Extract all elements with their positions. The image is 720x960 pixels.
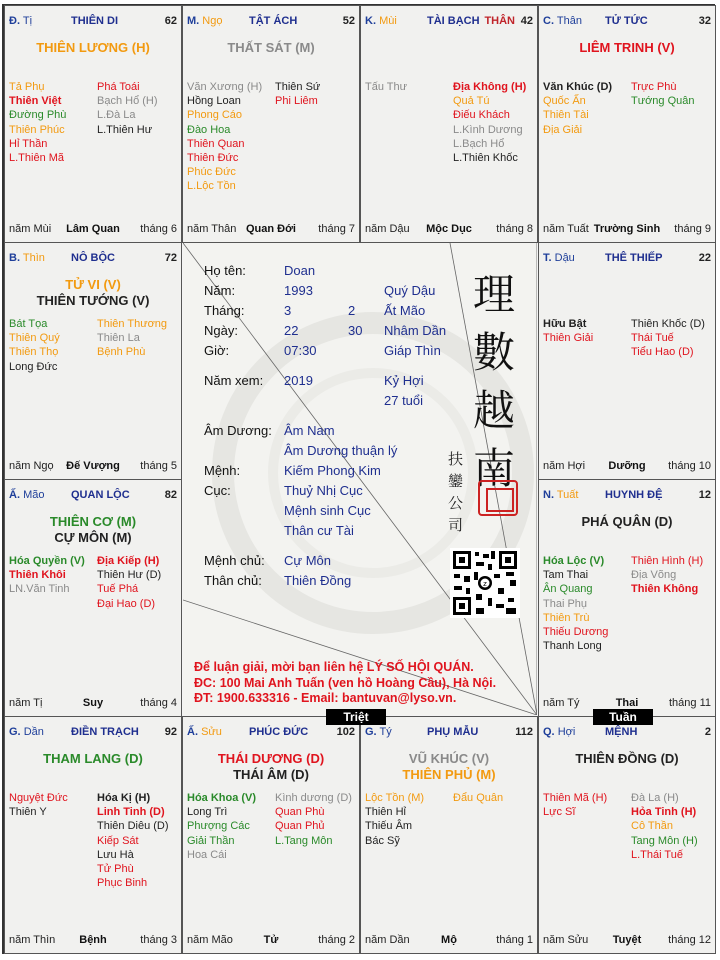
month-solar: 3	[284, 303, 292, 318]
star-item: Thiên Sứ	[275, 81, 321, 93]
star-item: L.Lộc Tồn	[187, 180, 236, 193]
palace-chi: Tị	[22, 15, 33, 27]
palace-chi: Dậu	[554, 252, 575, 264]
star-item: Lực Sĩ	[543, 806, 576, 819]
age-value: 27 tuổi	[384, 393, 424, 408]
main-star: THẤT SÁT (M)	[227, 40, 315, 55]
qr-code-icon	[450, 548, 520, 618]
star-item: L.Bạch Hổ	[453, 137, 505, 150]
star-item: LN.Văn Tinh	[9, 583, 70, 596]
palace-name: MỆNH	[605, 726, 638, 738]
palace-year: năm Ngọ	[9, 460, 54, 472]
palace-year: năm Mùi	[9, 223, 52, 235]
palace-year: năm Tý	[543, 697, 580, 709]
contact-line-2: ĐC: 100 Mai Anh Tuấn (ven hồ Hoàng Cầu), Hà Nội.	[194, 676, 497, 690]
star-item: Thiên Tài	[543, 109, 589, 122]
palace-can: Ấ.	[9, 489, 20, 501]
palace-can: C.	[543, 15, 554, 27]
palace-footer	[9, 223, 177, 236]
left-star-column	[187, 80, 262, 194]
star-item: Thái Tuế	[631, 332, 674, 345]
month-label: Tháng:	[204, 303, 245, 318]
palace-can: G.	[9, 726, 21, 738]
palace-month: tháng 5	[140, 460, 177, 472]
palace-chi: Tuất	[556, 489, 579, 501]
star-item: Thiên La	[97, 332, 140, 345]
star-item: Hồng Loan	[187, 95, 241, 108]
palace-name: TẬT ÁCH	[249, 15, 298, 27]
triet-tag: Triệt	[326, 709, 386, 725]
tuan-tag: Tuần	[593, 709, 653, 725]
palace-chi: Mùi	[379, 15, 397, 27]
than-chu-value: Thiên Đồng	[284, 573, 352, 588]
star-item: Lộc Tồn (M)	[365, 792, 425, 804]
palace-can: Ấ.	[187, 726, 198, 738]
star-item: Địa Giải	[543, 123, 583, 136]
palace-header	[187, 15, 355, 29]
name-label: Họ tên:	[204, 263, 246, 278]
star-item: Bát Tọa	[9, 318, 48, 330]
right-star-column	[453, 80, 526, 165]
right-star-column	[631, 80, 695, 108]
palace-month: tháng 2	[318, 934, 355, 946]
right-star-column	[631, 791, 698, 862]
star-item: Thiên Y	[9, 806, 47, 819]
star-item: Kiếp Sát	[97, 834, 139, 847]
star-item: Quan Phủ	[275, 820, 325, 833]
palace-name: TỬ TỨC	[605, 15, 648, 27]
menh-label: Mệnh:	[204, 463, 241, 478]
year-label: Năm:	[204, 283, 236, 298]
star-item: Phục Binh	[97, 877, 148, 890]
right-star-column	[275, 80, 320, 108]
star-item: Tam Thai	[543, 569, 589, 582]
palace-name: THIÊN DI	[71, 15, 119, 27]
palace-year: năm Thân	[187, 223, 237, 235]
right-star-column	[97, 791, 169, 890]
left-star-column	[9, 317, 60, 374]
palace-month: tháng 3	[140, 934, 177, 946]
star-item: Ân Quang	[543, 583, 593, 596]
red-seal	[478, 480, 518, 516]
palace-year: năm Dậu	[365, 223, 410, 235]
star-item: L.Thái Tuế	[631, 848, 683, 861]
calligraphy-logo	[466, 266, 522, 498]
star-item: Thiên Việt	[9, 95, 62, 108]
palace-can: G.	[365, 726, 377, 738]
left-star-column	[9, 80, 66, 165]
palace-month: tháng 11	[668, 697, 711, 709]
palace-chi: Mão	[23, 489, 45, 501]
main-star: THÁI ÂM (D)	[233, 767, 309, 782]
star-item: Thiên Thương	[97, 318, 168, 330]
palace-number: 92	[164, 726, 177, 738]
palace-name: ĐIỀN TRẠCH	[71, 726, 139, 738]
star-item: Hóa Kị (H)	[97, 792, 151, 804]
palace-name: QUAN LỘC	[71, 489, 130, 501]
svg-text:z: z	[483, 580, 487, 588]
star-item: Hóa Lộc (V)	[543, 555, 605, 567]
left-star-column	[543, 554, 608, 653]
star-item: Quốc Ấn	[543, 95, 586, 108]
star-item: Phúc Đức	[187, 166, 236, 179]
star-item: Thiên Thọ	[9, 346, 59, 359]
cuc-value: Thuỷ Nhị Cục	[284, 483, 363, 498]
palace-year: năm Thìn	[9, 934, 56, 946]
palace-stage: Tử	[263, 934, 279, 946]
palace-dan[interactable]	[4, 716, 182, 954]
right-star-column	[631, 317, 705, 360]
main-star: THIÊN TƯỚNG (V)	[36, 293, 150, 308]
star-item: Đường Phù	[9, 109, 67, 122]
palace-tuat[interactable]	[538, 479, 716, 717]
palace-number: 52	[342, 15, 355, 27]
small-calligraphy: 扶鑾公司	[448, 450, 464, 534]
star-item: Bác Sỹ	[365, 834, 400, 847]
star-item: Hữu Bật	[543, 318, 587, 330]
palace-year: năm Mão	[187, 934, 233, 946]
palace-header	[365, 15, 533, 29]
star-item: Giải Thần	[187, 834, 235, 847]
star-item: Thiên Diêu (D)	[97, 820, 169, 833]
palace-chi: Hợi	[557, 726, 576, 738]
day-solar: 22	[284, 323, 299, 338]
star-item: Thiên Trù	[543, 611, 590, 624]
palace-header	[9, 15, 177, 29]
left-star-column	[543, 80, 612, 137]
main-star: PHÁ QUÂN (D)	[581, 514, 673, 529]
palace-header	[543, 726, 711, 740]
star-item: L.Thiên Mã	[9, 152, 65, 165]
star-item: Văn Xương (H)	[187, 81, 263, 93]
day-lunar: 30	[348, 323, 363, 338]
left-star-column	[365, 80, 407, 94]
palace-ti[interactable]	[4, 5, 182, 243]
palace-stage: Tuyệt	[612, 934, 642, 946]
menh-chu-value: Cự Môn	[284, 553, 331, 568]
palace-ngo[interactable]	[182, 5, 360, 243]
palace-can: Đ.	[9, 15, 20, 27]
star-item: Đào Hoa	[187, 123, 231, 136]
palace-month: tháng 10	[668, 460, 711, 472]
star-item: Thiên Đức	[187, 152, 239, 165]
star-item: Thai Phụ	[543, 597, 588, 610]
year-value: 1993	[284, 283, 313, 298]
hour-label: Giờ:	[204, 343, 230, 358]
star-item: Đại Hao (D)	[97, 597, 156, 610]
palace-footer	[543, 460, 711, 473]
palace-header	[9, 726, 177, 740]
star-item: Bệnh Phù	[97, 346, 146, 359]
star-item: L.Đà La	[97, 109, 136, 122]
star-item: L.Thiên Hư	[97, 123, 153, 136]
star-item: Thiên Khốc (D)	[631, 318, 705, 330]
star-item: Thiên Mã (H)	[543, 792, 608, 804]
left-star-column	[543, 791, 607, 819]
palace-name: PHÚC ĐỨC	[249, 726, 309, 738]
palace-footer	[543, 223, 711, 236]
day-canchi: Nhâm Dần	[384, 323, 447, 338]
palace-year: năm Tị	[9, 697, 43, 709]
palace-name: TÀI BẠCH	[427, 15, 480, 27]
left-star-column	[365, 791, 424, 848]
palace-header	[543, 489, 711, 503]
main-star: THIÊN ĐỒNG (D)	[575, 751, 679, 766]
star-item: Cô Thần	[631, 820, 673, 833]
palace-stage: Lâm Quan	[66, 223, 120, 235]
main-star: THIÊN LƯƠNG (H)	[36, 40, 150, 55]
palace-ty[interactable]	[360, 716, 538, 954]
palace-footer	[187, 934, 355, 947]
star-item: Địa Kiếp (H)	[97, 555, 160, 567]
palace-stage: Mộ	[441, 934, 457, 946]
name-value: Doan	[284, 263, 316, 278]
right-star-column	[97, 80, 158, 137]
star-item: Thiên Phúc	[9, 123, 65, 136]
star-item: Hoa Cái	[187, 848, 227, 861]
palace-header	[365, 726, 533, 740]
right-star-column	[453, 791, 503, 805]
palace-can: M.	[187, 15, 200, 27]
palace-month: tháng 9	[674, 223, 711, 235]
palace-can: N.	[543, 489, 554, 501]
star-item: Đẩu Quân	[453, 792, 504, 804]
month-canchi: Ất Mão	[384, 303, 426, 318]
palace-thin[interactable]	[4, 242, 182, 480]
left-star-column	[543, 317, 593, 345]
palace-header	[543, 15, 711, 29]
palace-number: 22	[698, 252, 711, 264]
star-item: Lưu Hà	[97, 848, 134, 861]
star-item: Hóa Khoa (V)	[187, 792, 257, 804]
main-star: VŨ KHÚC (V)	[408, 751, 490, 766]
palace-can: K.	[365, 15, 376, 27]
star-item: Địa Không (H)	[453, 81, 527, 93]
palace-header	[187, 726, 355, 740]
palace-number: 2	[704, 726, 711, 738]
palace-year: năm Tuất	[543, 223, 589, 235]
main-star: LIÊM TRINH (V)	[579, 40, 675, 55]
star-item: Phá Toái	[97, 81, 140, 93]
palace-mao[interactable]	[4, 479, 182, 717]
palace-chi: Tý	[379, 726, 392, 738]
palace-footer	[365, 223, 533, 236]
star-item: Bạch Hổ (H)	[97, 95, 158, 108]
star-item: Thiên Hư (D)	[97, 569, 162, 582]
palace-month: tháng 8	[496, 223, 533, 235]
contact-line-3: ĐT: 1900.633316 - Email: bantuvan@lyso.vn.	[194, 691, 457, 705]
palace-number: 12	[698, 489, 711, 501]
main-star: THAM LANG (D)	[43, 751, 143, 766]
contact-line-1: Để luận giải, mời bạn liên hệ LÝ SỐ HỘI QUÁN.	[194, 660, 474, 674]
palace-header	[543, 252, 711, 266]
star-item: Điếu Khách	[453, 109, 510, 122]
palace-month: tháng 7	[318, 223, 355, 235]
palace-dau[interactable]	[538, 242, 716, 480]
star-item: Quả Tú	[453, 95, 490, 108]
palace-stage: Quan Đới	[246, 223, 296, 235]
cuc-label: Cục:	[204, 483, 231, 498]
amduong-label: Âm Dương:	[204, 423, 272, 438]
left-star-column	[187, 791, 256, 862]
than-chu-label: Thân chủ:	[204, 573, 262, 588]
palace-number: 42	[520, 15, 533, 27]
right-star-column	[97, 317, 167, 360]
star-item: Hóa Quyền (V)	[9, 555, 85, 567]
star-item: L.Thiên Khốc	[453, 152, 518, 165]
star-item: Tuế Phá	[97, 583, 139, 596]
palace-chi: Dần	[23, 726, 44, 738]
star-item: Tang Môn (H)	[631, 834, 698, 847]
palace-year: năm Sửu	[543, 934, 589, 946]
star-item: Thiên Giải	[543, 332, 594, 345]
main-star: THIÊN CƠ (M)	[49, 514, 137, 529]
palace-header	[9, 252, 177, 266]
palace-stage: Suy	[82, 697, 104, 709]
palace-name: THÊ THIẾP	[605, 252, 663, 264]
star-item: Đà La (H)	[631, 792, 679, 804]
main-star: CỰ MÔN (M)	[54, 530, 132, 545]
palace-chi: Sửu	[201, 726, 222, 738]
star-item: Long Đức	[9, 360, 58, 373]
star-item: Nguyệt Đức	[9, 792, 68, 804]
palace-footer	[9, 460, 177, 473]
cuc-note-1: Mệnh sinh Cục	[284, 503, 371, 518]
amduong-value: Âm Nam	[284, 423, 335, 438]
right-star-column	[631, 554, 703, 597]
star-item: Thiên Quý	[9, 332, 60, 345]
menh-value: Kiếm Phong Kim	[284, 463, 381, 478]
star-item: Tử Phù	[97, 863, 134, 876]
palace-month: tháng 4	[140, 697, 177, 709]
palace-can: Q.	[543, 726, 555, 738]
star-item: Địa Võng	[631, 569, 677, 582]
star-item: Trực Phù	[631, 81, 677, 93]
main-star: TỬ VI (V)	[65, 277, 121, 292]
palace-name: HUYNH ĐỆ	[605, 489, 663, 501]
star-item: Tướng Quân	[631, 95, 695, 108]
menh-chu-label: Mệnh chủ:	[204, 553, 265, 568]
day-label: Ngày:	[204, 323, 238, 338]
left-star-column	[9, 791, 68, 819]
palace-month: tháng 6	[140, 223, 177, 235]
star-item: Phượng Các	[187, 820, 250, 833]
palace-footer	[543, 934, 711, 947]
calligraphy-text: 理數越南	[472, 270, 515, 493]
star-item: Thiên Hình (H)	[631, 555, 704, 567]
star-item: Hỏa Tinh (H)	[631, 806, 697, 819]
palace-footer	[9, 697, 177, 710]
star-item: Thanh Long	[543, 640, 602, 653]
year-canchi: Quý Dậu	[384, 283, 436, 298]
star-item: Thiên Không	[631, 583, 699, 596]
palace-mui[interactable]	[360, 5, 538, 243]
palace-hoi[interactable]	[538, 716, 716, 954]
star-item: Tiểu Hao (D)	[631, 346, 694, 359]
palace-chi: Thân	[556, 15, 582, 27]
palace-month: tháng 1	[496, 934, 533, 946]
main-star: THIÊN PHỦ (M)	[402, 767, 496, 782]
hour-canchi: Giáp Thìn	[384, 343, 441, 358]
palace-number: 72	[164, 252, 177, 264]
right-star-column	[275, 791, 352, 848]
right-star-column	[97, 554, 161, 611]
palace-number: 62	[164, 15, 177, 27]
palace-month: tháng 12	[668, 934, 711, 946]
star-item: Tấu Thư	[365, 81, 408, 93]
palace-stage: Mộc Dục	[426, 223, 472, 235]
palace-number: 32	[698, 15, 711, 27]
palace-than[interactable]	[538, 5, 716, 243]
star-item: Kình dương (D)	[275, 792, 352, 804]
palace-footer	[187, 223, 355, 236]
star-item: L.Kình Dương	[453, 123, 523, 136]
star-item: Thiên Khôi	[9, 569, 66, 582]
palace-name: NÔ BỘC	[71, 252, 115, 264]
left-star-column	[9, 554, 85, 597]
star-item: Thiên Quan	[187, 137, 245, 150]
view-year-label: Năm xem:	[204, 373, 264, 388]
star-item: Phi Liêm	[275, 95, 318, 108]
palace-name: PHỤ MẪU	[427, 726, 479, 738]
view-year-canchi: Kỷ Hợi	[384, 373, 424, 388]
palace-year: năm Hợi	[543, 460, 586, 472]
palace-stage: Dưỡng	[608, 460, 646, 472]
star-item: Thiên Hỉ	[365, 806, 406, 819]
month-lunar: 2	[348, 303, 356, 318]
palace-stage: Đế Vượng	[66, 460, 120, 472]
star-item: Quan Phù	[275, 806, 325, 819]
palace-stage: Thai	[615, 697, 639, 709]
palace-stage: Bệnh	[79, 934, 107, 946]
star-item: Tả Phụ	[9, 81, 45, 93]
palace-chi: Thìn	[22, 252, 45, 264]
view-year-value: 2019	[284, 373, 313, 388]
star-item: Long Trì	[187, 806, 228, 819]
palace-number: 82	[164, 489, 177, 501]
star-item: Hỉ Thần	[9, 137, 48, 150]
palace-number: 102	[336, 726, 355, 738]
palace-footer	[9, 934, 177, 947]
star-item: Văn Khúc (D)	[543, 81, 613, 93]
star-item: Thiếu Âm	[365, 820, 413, 833]
palace-can: B.	[9, 252, 20, 264]
hour-value: 07:30	[284, 343, 317, 358]
star-item: Linh Tinh (D)	[97, 806, 165, 819]
palace-year: năm Dần	[365, 934, 410, 946]
star-item: L.Tang Môn	[275, 834, 333, 847]
palace-suu[interactable]	[182, 716, 360, 954]
palace-stage: Trường Sinh	[593, 223, 661, 235]
palace-footer	[365, 934, 533, 947]
amduong-note: Âm Dương thuận lý	[284, 443, 398, 458]
star-item: Thiếu Dương	[543, 626, 609, 639]
star-item: Phong Cáo	[187, 109, 243, 122]
palace-can: T.	[543, 252, 552, 264]
palace-header	[9, 489, 177, 503]
main-star: THÁI DƯƠNG (D)	[217, 751, 325, 766]
palace-number: 112	[515, 726, 533, 738]
cuc-note-2: Thân cư Tài	[284, 523, 354, 538]
than-marker: THÂN	[484, 15, 515, 27]
palace-chi: Ngọ	[202, 15, 223, 27]
